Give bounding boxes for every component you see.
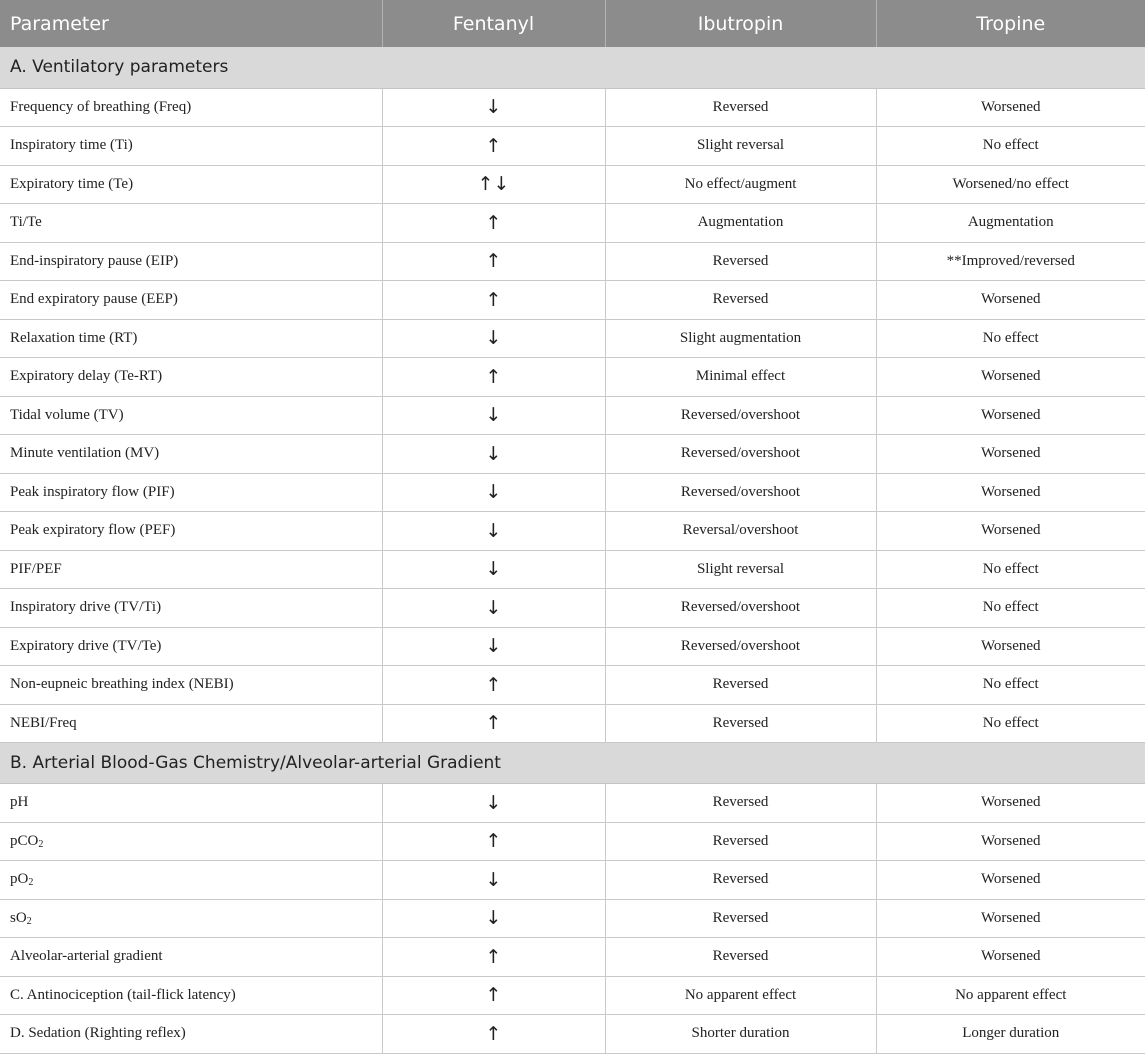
table-row [0,976,1145,1015]
table-row [0,358,1145,397]
header-parameter: Parameter [0,0,382,47]
cell-tropine: Worsened [876,512,1145,551]
cell-fentanyl: ↓ [382,435,605,474]
table-row [0,281,1145,320]
cell-tropine: Worsened/no effect [876,165,1145,204]
cell-ibutropin: No apparent effect [605,976,876,1015]
cell-fentanyl: ↑ [382,358,605,397]
cell-parameter [0,512,382,551]
cell-ibutropin: Reversed [605,861,876,900]
cell-fentanyl: ↑ [382,242,605,281]
cell-fentanyl: ↑ [382,938,605,977]
cell-fentanyl: ↓ [382,627,605,666]
cell-tropine: Worsened [876,435,1145,474]
cell-tropine: No effect [876,589,1145,628]
cell-ibutropin: Reversed [605,938,876,977]
cell-fentanyl: ↑ [382,666,605,705]
table-row [0,861,1145,900]
parameter-text: pCO [10,832,39,849]
table-row [0,1015,1145,1054]
parameter-text: C. Antinociception (tail-flick latency) [10,986,236,1003]
table-header [0,0,1145,47]
table-row [0,704,1145,743]
table-row [0,822,1145,861]
cell-tropine: Worsened [876,938,1145,977]
section-row [0,47,1145,88]
cell-parameter [0,204,382,243]
cell-tropine: Worsened [876,784,1145,823]
cell-tropine: Longer duration [876,1015,1145,1054]
parameter-text: Expiratory drive (TV/Te) [10,637,162,654]
cell-tropine: **Improved/reversed [876,242,1145,281]
cell-ibutropin: Shorter duration [605,1015,876,1054]
table-row [0,165,1145,204]
table-row [0,550,1145,589]
cell-ibutropin: Augmentation [605,204,876,243]
parameter-text: Non-eupneic breathing index (NEBI) [10,676,234,693]
parameter-text: Peak expiratory flow (PEF) [10,522,176,539]
parameter-text: Frequency of breathing (Freq) [10,98,192,115]
cell-ibutropin: Slight reversal [605,127,876,166]
cell-tropine: Worsened [876,88,1145,127]
cell-ibutropin: Minimal effect [605,358,876,397]
cell-parameter [0,550,382,589]
parameter-text: pO [10,871,29,888]
cell-ibutropin: Reversed [605,666,876,705]
cell-ibutropin: Reversed [605,88,876,127]
section-title: B. Arterial Blood-Gas Chemistry/Alveolar-arterial Gradient [0,743,1145,784]
parameter-text: Expiratory time (Te) [10,175,134,192]
cell-parameter [0,1015,382,1054]
parameter-text: sO [10,909,27,926]
table-body [0,47,1145,1053]
cell-tropine: No effect [876,704,1145,743]
cell-parameter [0,861,382,900]
table-row [0,127,1145,166]
parameter-text: Ti/Te [10,214,42,231]
table-row [0,512,1145,551]
table-row [0,204,1145,243]
cell-fentanyl: ↑↓ [382,165,605,204]
table-row [0,319,1145,358]
cell-fentanyl: ↓ [382,88,605,127]
parameter-subscript: 2 [26,915,32,927]
cell-fentanyl: ↓ [382,589,605,628]
cell-parameter [0,938,382,977]
cell-fentanyl: ↓ [382,899,605,938]
cell-ibutropin: Reversed [605,281,876,320]
cell-tropine: Worsened [876,627,1145,666]
table-row [0,242,1145,281]
cell-fentanyl: ↑ [382,822,605,861]
cell-ibutropin: Slight augmentation [605,319,876,358]
parameter-text: Tidal volume (TV) [10,406,124,423]
cell-ibutropin: Slight reversal [605,550,876,589]
table-row [0,473,1145,512]
table-row [0,589,1145,628]
cell-parameter [0,704,382,743]
cell-fentanyl: ↑ [382,704,605,743]
table-row [0,938,1145,977]
cell-fentanyl: ↑ [382,127,605,166]
parameter-text: End expiratory pause (EEP) [10,291,178,308]
cell-ibutropin: Reversed [605,822,876,861]
cell-tropine: Augmentation [876,204,1145,243]
cell-tropine: No effect [876,666,1145,705]
table-row [0,784,1145,823]
cell-fentanyl: ↓ [382,861,605,900]
parameter-text: Inspiratory drive (TV/Ti) [10,599,162,616]
cell-tropine: Worsened [876,822,1145,861]
cell-parameter [0,899,382,938]
parameter-text: End-inspiratory pause (EIP) [10,252,179,269]
cell-parameter [0,473,382,512]
cell-fentanyl: ↑ [382,204,605,243]
cell-ibutropin: Reversed [605,899,876,938]
cell-parameter [0,319,382,358]
cell-ibutropin: Reversed/overshoot [605,589,876,628]
cell-parameter [0,784,382,823]
cell-ibutropin: Reversal/overshoot [605,512,876,551]
parameter-text: Minute ventilation (MV) [10,445,160,462]
cell-ibutropin: Reversed/overshoot [605,396,876,435]
cell-parameter [0,281,382,320]
parameter-text: PIF/PEF [10,560,62,577]
cell-parameter [0,396,382,435]
cell-ibutropin: Reversed [605,784,876,823]
cell-tropine: No effect [876,127,1145,166]
cell-parameter [0,242,382,281]
cell-ibutropin: Reversed [605,242,876,281]
parameter-text: NEBI/Freq [10,714,77,731]
parameter-text: Alveolar-arterial gradient [10,948,163,965]
table-row [0,627,1145,666]
cell-tropine: Worsened [876,861,1145,900]
parameter-text: Expiratory delay (Te-RT) [10,368,163,385]
cell-fentanyl: ↓ [382,550,605,589]
cell-ibutropin: Reversed/overshoot [605,473,876,512]
cell-parameter [0,165,382,204]
parameter-subscript: 2 [38,838,44,850]
parameter-text: Relaxation time (RT) [10,329,138,346]
parameter-text: D. Sedation (Righting reflex) [10,1025,186,1042]
cell-tropine: No apparent effect [876,976,1145,1015]
cell-parameter [0,627,382,666]
parameter-text: Inspiratory time (Ti) [10,137,133,154]
cell-ibutropin: Reversed/overshoot [605,435,876,474]
table-row [0,396,1145,435]
header-tropine: Tropine [876,0,1145,47]
cell-tropine: No effect [876,550,1145,589]
table-row [0,435,1145,474]
cell-tropine: Worsened [876,358,1145,397]
header-row [0,0,1145,47]
cell-parameter [0,666,382,705]
cell-parameter [0,822,382,861]
cell-parameter [0,435,382,474]
table-row [0,666,1145,705]
cell-parameter [0,127,382,166]
cell-parameter [0,358,382,397]
cell-ibutropin: Reversed [605,704,876,743]
header-ibutropin: Ibutropin [605,0,876,47]
cell-tropine: Worsened [876,281,1145,320]
cell-parameter [0,88,382,127]
cell-parameter [0,976,382,1015]
parameter-text: pH [10,794,29,811]
cell-tropine: Worsened [876,899,1145,938]
table-row [0,88,1145,127]
cell-fentanyl: ↑ [382,281,605,320]
parameter-text: Peak inspiratory flow (PIF) [10,483,175,500]
cell-ibutropin: No effect/augment [605,165,876,204]
cell-tropine: Worsened [876,396,1145,435]
parameter-subscript: 2 [28,877,34,889]
cell-fentanyl: ↓ [382,784,605,823]
header-fentanyl: Fentanyl [382,0,605,47]
section-row [0,743,1145,784]
cell-fentanyl: ↑ [382,976,605,1015]
cell-fentanyl: ↑ [382,1015,605,1054]
table-row [0,899,1145,938]
section-title: A. Ventilatory parameters [0,47,1145,88]
cell-tropine: Worsened [876,473,1145,512]
cell-parameter [0,589,382,628]
cell-fentanyl: ↓ [382,396,605,435]
cell-fentanyl: ↓ [382,319,605,358]
cell-fentanyl: ↓ [382,473,605,512]
cell-fentanyl: ↓ [382,512,605,551]
cell-ibutropin: Reversed/overshoot [605,627,876,666]
cell-tropine: No effect [876,319,1145,358]
